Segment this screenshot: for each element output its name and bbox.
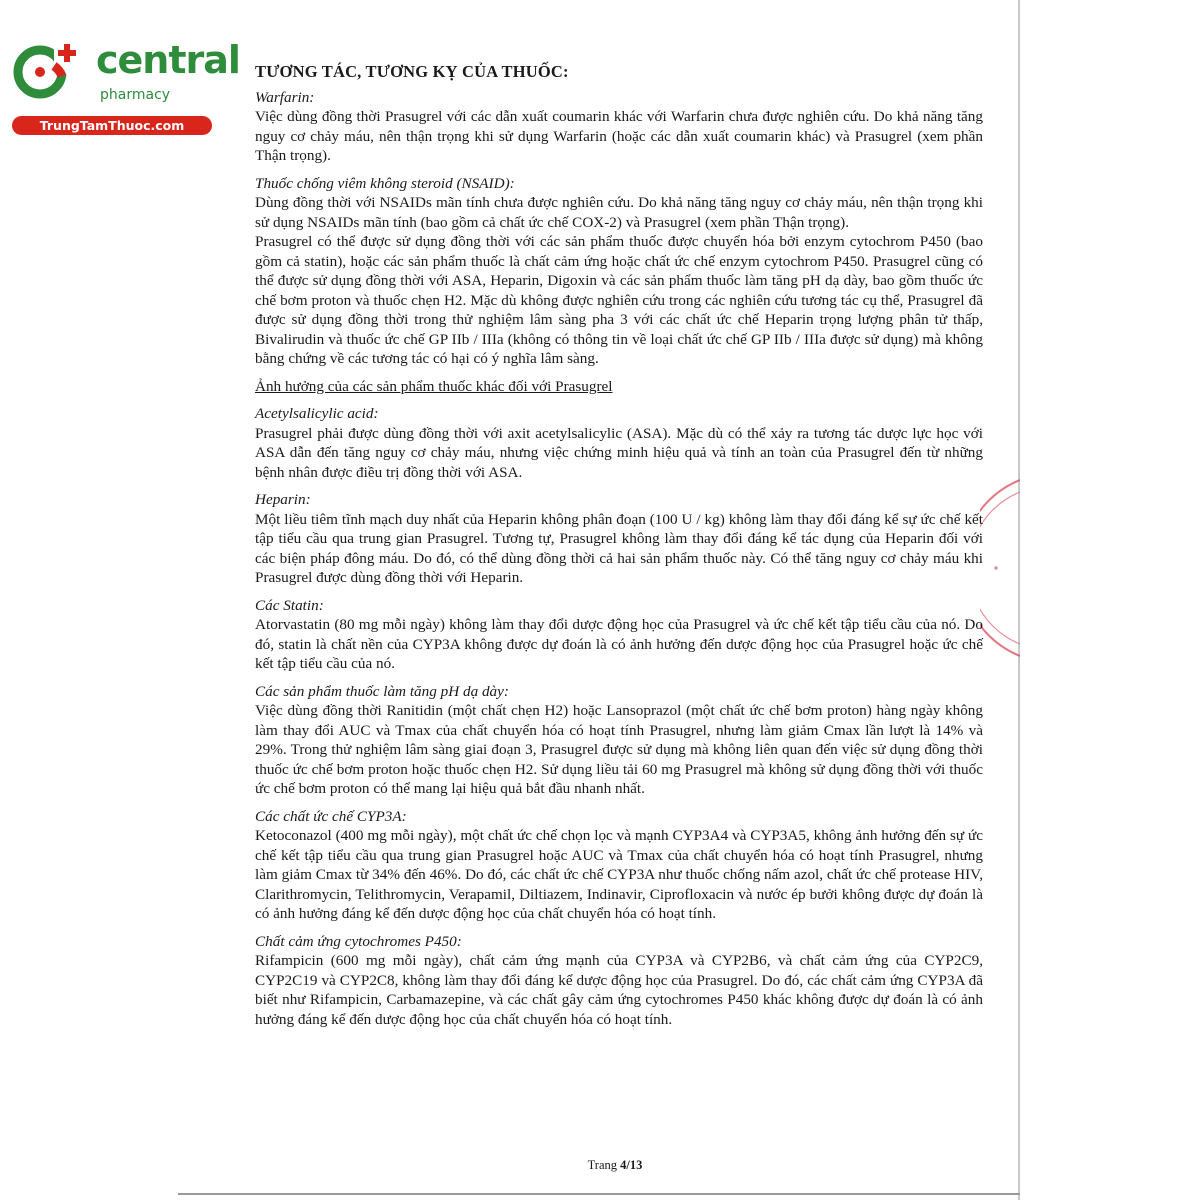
page-label: Trang — [587, 1158, 618, 1172]
page-footer — [560, 1158, 670, 1173]
brand-site-badge[interactable]: TrungTamThuoc.com — [12, 116, 212, 135]
brand-logo[interactable] — [10, 36, 240, 136]
section — [255, 682, 983, 799]
document-title: TƯƠNG TÁC, TƯƠNG KỴ CỦA THUỐC: — [255, 62, 569, 81]
section — [255, 490, 983, 588]
section-heading: Acetylsalicylic acid: — [255, 405, 379, 422]
section-heading: Các chất ức chế CYP3A: — [255, 807, 407, 825]
section-paragraph: Prasugrel phải được dùng đồng thời với axit acetylsalicylic (ASA). Mặc dù có thể xảy ra tương tác dược lực học với ASA dẫn đến tăng nguy cơ chảy máu, nhưng việc chứng minh hiệu quả và tính an toàn của Prasugrel đến từ những bệnh nhân được điều trị đồng thời với ASA. — [255, 424, 983, 481]
section — [255, 807, 983, 924]
section-heading: Thuốc chống viêm không steroid (NSAID): — [255, 174, 515, 192]
section-paragraph: Ketoconazol (400 mg mỗi ngày), một chất ức chế chọn lọc và mạnh CYP3A4 và CYP3A5, không ảnh hưởng đến sự ức chế kết tập tiểu cầu qua trung gian Prasugrel hoặc AUC và Tmax của chất chuyển hóa có hoạt tính Prasugrel, nhưng làm giảm Cmax từ 34% đến 46%. Do đó, các chất ức chế CYP3A như thuốc chống nấm azol, chất ức chế protease HIV, Clarithromycin, Telithromycin, Verapamil, Diltiazem, Indinavir, Ciprofloxacin và nước ép bưởi không được dự đoán là có ảnh hưởng đáng kể đến dược động học của chất chuyển hóa có hoạt tính. — [255, 827, 983, 922]
document-body — [255, 62, 983, 1037]
section-paragraph: Prasugrel có thể được sử dụng đồng thời với các sản phẩm thuốc được chuyển hóa bởi enzym cytochrom P450 (bao gồm cả statin), hoặc các sản phẩm thuốc là chất cảm ứng hoặc chất ức chế enzym cytochrom P450. Prasugrel cũng có thể được sử dụng đồng thời với ASA, Heparin, Digoxin và các sản phẩm thuốc làm tăng pH dạ dày, bao gồm thuốc ức chế bơm proton và thuốc chẹn H2. Mặc dù không được nghiên cứu trong các nghiên cứu tương tác cụ thể, Prasugrel đã được sử dụng đồng thời trong thử nghiệm lâm sàng pha 3 với các chất ức chế Heparin trọng lượng phân tử thấp, Bivalirudin và thuốc ức chế GP IIb / IIIa (không có thông tin về loại chất ức chế GP IIb / IIIa được sử dụng) mà không bằng chứng về các tương tác có hại có ý nghĩa lâm sàng. — [255, 233, 983, 367]
section-heading: Heparin: — [255, 491, 311, 508]
stamp-seal-icon — [980, 478, 1020, 658]
brand-subtitle: pharmacy — [100, 87, 171, 103]
section-heading: Ảnh hưởng của các sản phẩm thuốc khác đối với Prasugrel — [255, 377, 613, 395]
section — [255, 88, 983, 166]
section-paragraph: Một liều tiêm tĩnh mạch duy nhất của Heparin không phân đoạn (100 U / kg) không làm thay đổi đáng kể sự ức chế kết tập tiểu cầu qua trung gian Prasugrel. Tương tự, Prasugrel không làm thay đổi đáng kể tác dụng của Heparin đối với các biện pháp đông máu. Do đó, có thể dùng đồng thời cả hai sản phẩm thuốc này. Có thể tăng nguy cơ chảy máu khi Prasugrel được dùng đồng thời với Heparin. — [255, 510, 983, 586]
pharmacy-logo-icon — [10, 36, 90, 106]
section — [255, 596, 983, 674]
section-paragraph: Việc dùng đồng thời Ranitidin (một chất chẹn H2) hoặc Lansoprazol (một chất ức chế bơm proton) hàng ngày không làm thay đổi AUC và Tmax của chất chuyển hóa có hoạt tính Prasugrel, nhưng làm giảm Cmax lần lượt là 14% và 29%. Trong thử nghiệm lâm sàng giai đoạn 3, Prasugrel được sử dụng mà không liên quan đến việc sử dụng đồng thời thuốc ức chế bơm proton hoặc thuốc chẹn H2. Sử dụng liều tải 60 mg Prasugrel mà không sử dụng đồng thời với thuốc ức chế bơm proton có thể mang lại hiệu quả bắt đầu nhanh nhất. — [255, 702, 983, 797]
section — [255, 932, 983, 1030]
section-heading: Các Statin: — [255, 596, 324, 614]
section-paragraph: Dùng đồng thời với NSAIDs mãn tính chưa được nghiên cứu. Do khả năng tăng nguy cơ chảy máu, nên thận trọng khi sử dụng NSAIDs mãn tính (bao gồm cả chất ức chế COX-2) và Prasugrel (xem phần Thận trọng). — [255, 194, 983, 231]
section-heading: Chất cảm ứng cytochromes P450: — [255, 932, 462, 950]
section-paragraph: Việc dùng đồng thời Prasugrel với các dẫn xuất coumarin khác với Warfarin chưa được nghiên cứu. Do khả năng tăng nguy cơ chảy máu, nên thận trọng khi sử dụng Warfarin (hoặc các dẫn xuất coumarin khác) và Prasugrel (xem phần Thận trọng). — [255, 108, 983, 164]
section — [255, 174, 983, 369]
section-paragraph: Rifampicin (600 mg mỗi ngày), chất cảm ứng mạnh của CYP3A và CYP2B6, và chất cảm ứng của CYP2C9, CYP2C19 và CYP2C8, không làm thay đổi đáng kể dược động học của Prasugrel. Do đó, các chất cảm ứng CYP3A đã biết như Rifampicin, Carbamazepine, và các chất gây cảm ứng cytochromes P450 khác không được dự đoán là có ảnh hưởng đáng kể đến dược động học của chất chuyển hóa có hoạt tính. — [255, 952, 983, 1028]
section-heading: Warfarin: — [255, 88, 315, 106]
section — [255, 404, 983, 482]
section-heading: Các sản phẩm thuốc làm tăng pH dạ dày: — [255, 682, 509, 700]
section — [255, 377, 983, 397]
sections-container — [255, 88, 983, 1030]
brand-name: central — [96, 38, 240, 82]
section-paragraph: Atorvastatin (80 mg mỗi ngày) không làm thay đổi dược động học của Prasugrel và ức chế kết tập tiểu cầu của nó. Do đó, statin là chất nền của CYP3A không được dự đoán là có ảnh hưởng đến dược động học của Prasugrel hoặc ức chế kết tập tiểu cầu của nó. — [255, 616, 983, 672]
page-edge-bottom — [178, 1193, 1020, 1195]
page-number: 4/13 — [620, 1158, 643, 1172]
